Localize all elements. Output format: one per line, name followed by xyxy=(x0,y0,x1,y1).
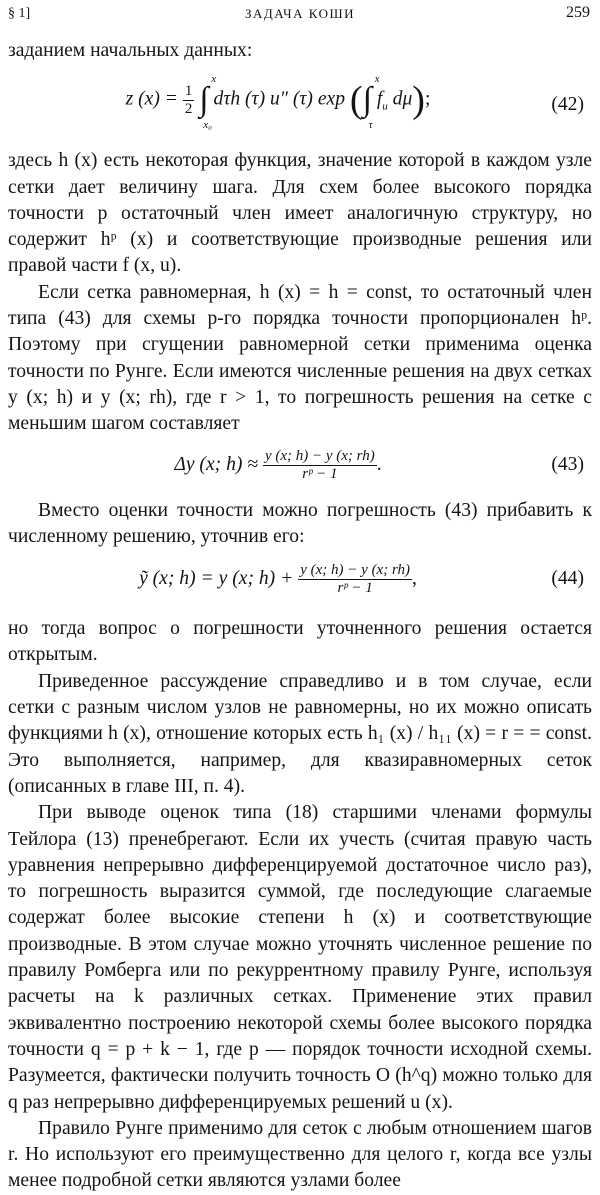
formula-43-fraction: $\frac{y (x; h) - y (x; rh)}{\text{rᵖ − 1}}$ xyxy=(264,447,375,482)
paragraph-3: Вместо оценки точности можно погрешность (43) прибавить к численному решению, уточнив его: xyxy=(8,499,592,547)
formula-42-half: $\frac{1}{2}$ xyxy=(184,82,193,117)
formula-43: Δy (x; h) ≈ $\frac{y (x; h) - y (x; rh)}{\text{rᵖ − 1}}$ . (43) xyxy=(174,447,584,482)
paragraph-4: но тогда вопрос о погрешности уточненного решения остается открытым. xyxy=(8,618,592,666)
paragraph-1: здесь h (x) есть некоторая функция, значение которой в каждом узле сетки дает величину шага. Для схем более высокого порядка точности p остаточный член имеет аналогичную структуру, но содержит hᵖ (x) и соответствующие производные решения или правой части f (x, u). xyxy=(8,150,592,277)
body-text xyxy=(8,38,592,1195)
formula-44-lhs: ỹ (x; h) = y (x; h) + xyxy=(139,568,299,590)
formula-42-integrand: dτh (τ) u″ (τ) exp xyxy=(213,88,346,110)
formula-44-fraction: $\frac{y (x; h) - y (x; rh)}{\text{rᵖ − 1}}$ xyxy=(300,562,411,597)
running-header xyxy=(8,4,592,26)
formula-42-lhs: z (x) = xyxy=(125,88,183,110)
paragraph-7: Правило Рунге применимо для сеток с любым отношением шагов r. Но используют его преимущественно для целого r, когда все узлы менее подробной сетки являются узлами более xyxy=(8,1117,592,1192)
section-marker: § 1] xyxy=(8,6,31,21)
inner-integral-sign: ∫ τ x xyxy=(362,73,380,132)
formula-43-lhs: Δy (x; h) ≈ xyxy=(174,453,263,475)
page-number: 259 xyxy=(566,4,590,21)
equation-number-43: (43) xyxy=(551,453,584,475)
paragraph-2: Если сетка равномерная, h (x) = h = const, то остаточный член типа (43) для схемы p-го порядка точности пропорционален hᵖ. Поэтому при сгущении равномерной сетки применима оценка точности по Рунге. Если имеются численные решения на двух сетках y (x; h) и y (x; rh), где r > 1, то погрешность решения на сетке с меньшим шагом составляет xyxy=(8,281,592,435)
paragraph-6: При выводе оценок типа (18) старшими членами формулы Тейлора (13) пренебрегают. Если их учесть (считая правую часть уравнения непрерывно дифференцируемой достаточное число раз), то погрешность выразится суммой, где последующие слагаемые содержат более высокие степени h (x) и соответствующие производные. В этом случае можно уточнять численное решение по правилу Ромберга или по рекуррентному правилу Рунге, используя расчеты на k различных сетках. Применение этих правил эквивалентно построению некоторой схемы более высокого порядка точности q = p + k − 1, где p — порядок точности исходной схемы. Разумеется, фактически получить точность O (h^q) можно только для q раз непрерывно дифференцируемых решений u (x). xyxy=(8,802,592,1113)
formula-42: z (x) = $\frac{1}{2}$ ∫ x₀ x dτh (τ) u″ (τ) exp (∫ τ x $f_u$ dμ); (42) xyxy=(125,73,584,132)
paragraph-5: Приведенное рассуждение справедливо и в том случае, если сетки с разным числом узлов не равномерны, но их можно описать функциями h (x), отношение которых есть h₁ (x) / h₁₁ (x) = r = = const. Это выполняется, например, для квазиравномерных сеток (описанных в главе III, п. 4). xyxy=(8,670,592,797)
formula-44: ỹ (x; h) = y (x; h) + $\frac{y (x; h) - y (x; rh)}{\text{rᵖ − 1}}$ , (44) xyxy=(139,562,584,597)
integral-sign: ∫ x₀ x xyxy=(199,73,217,132)
equation-number-44: (44) xyxy=(551,568,584,590)
paragraph-intro: заданием начальных данных: xyxy=(8,40,253,61)
book-page xyxy=(8,0,592,1192)
formula-42-inner: f xyxy=(376,88,383,110)
chapter-title: ЗАДАЧА КОШИ xyxy=(244,6,355,21)
equation-number-42: (42) xyxy=(551,94,584,116)
